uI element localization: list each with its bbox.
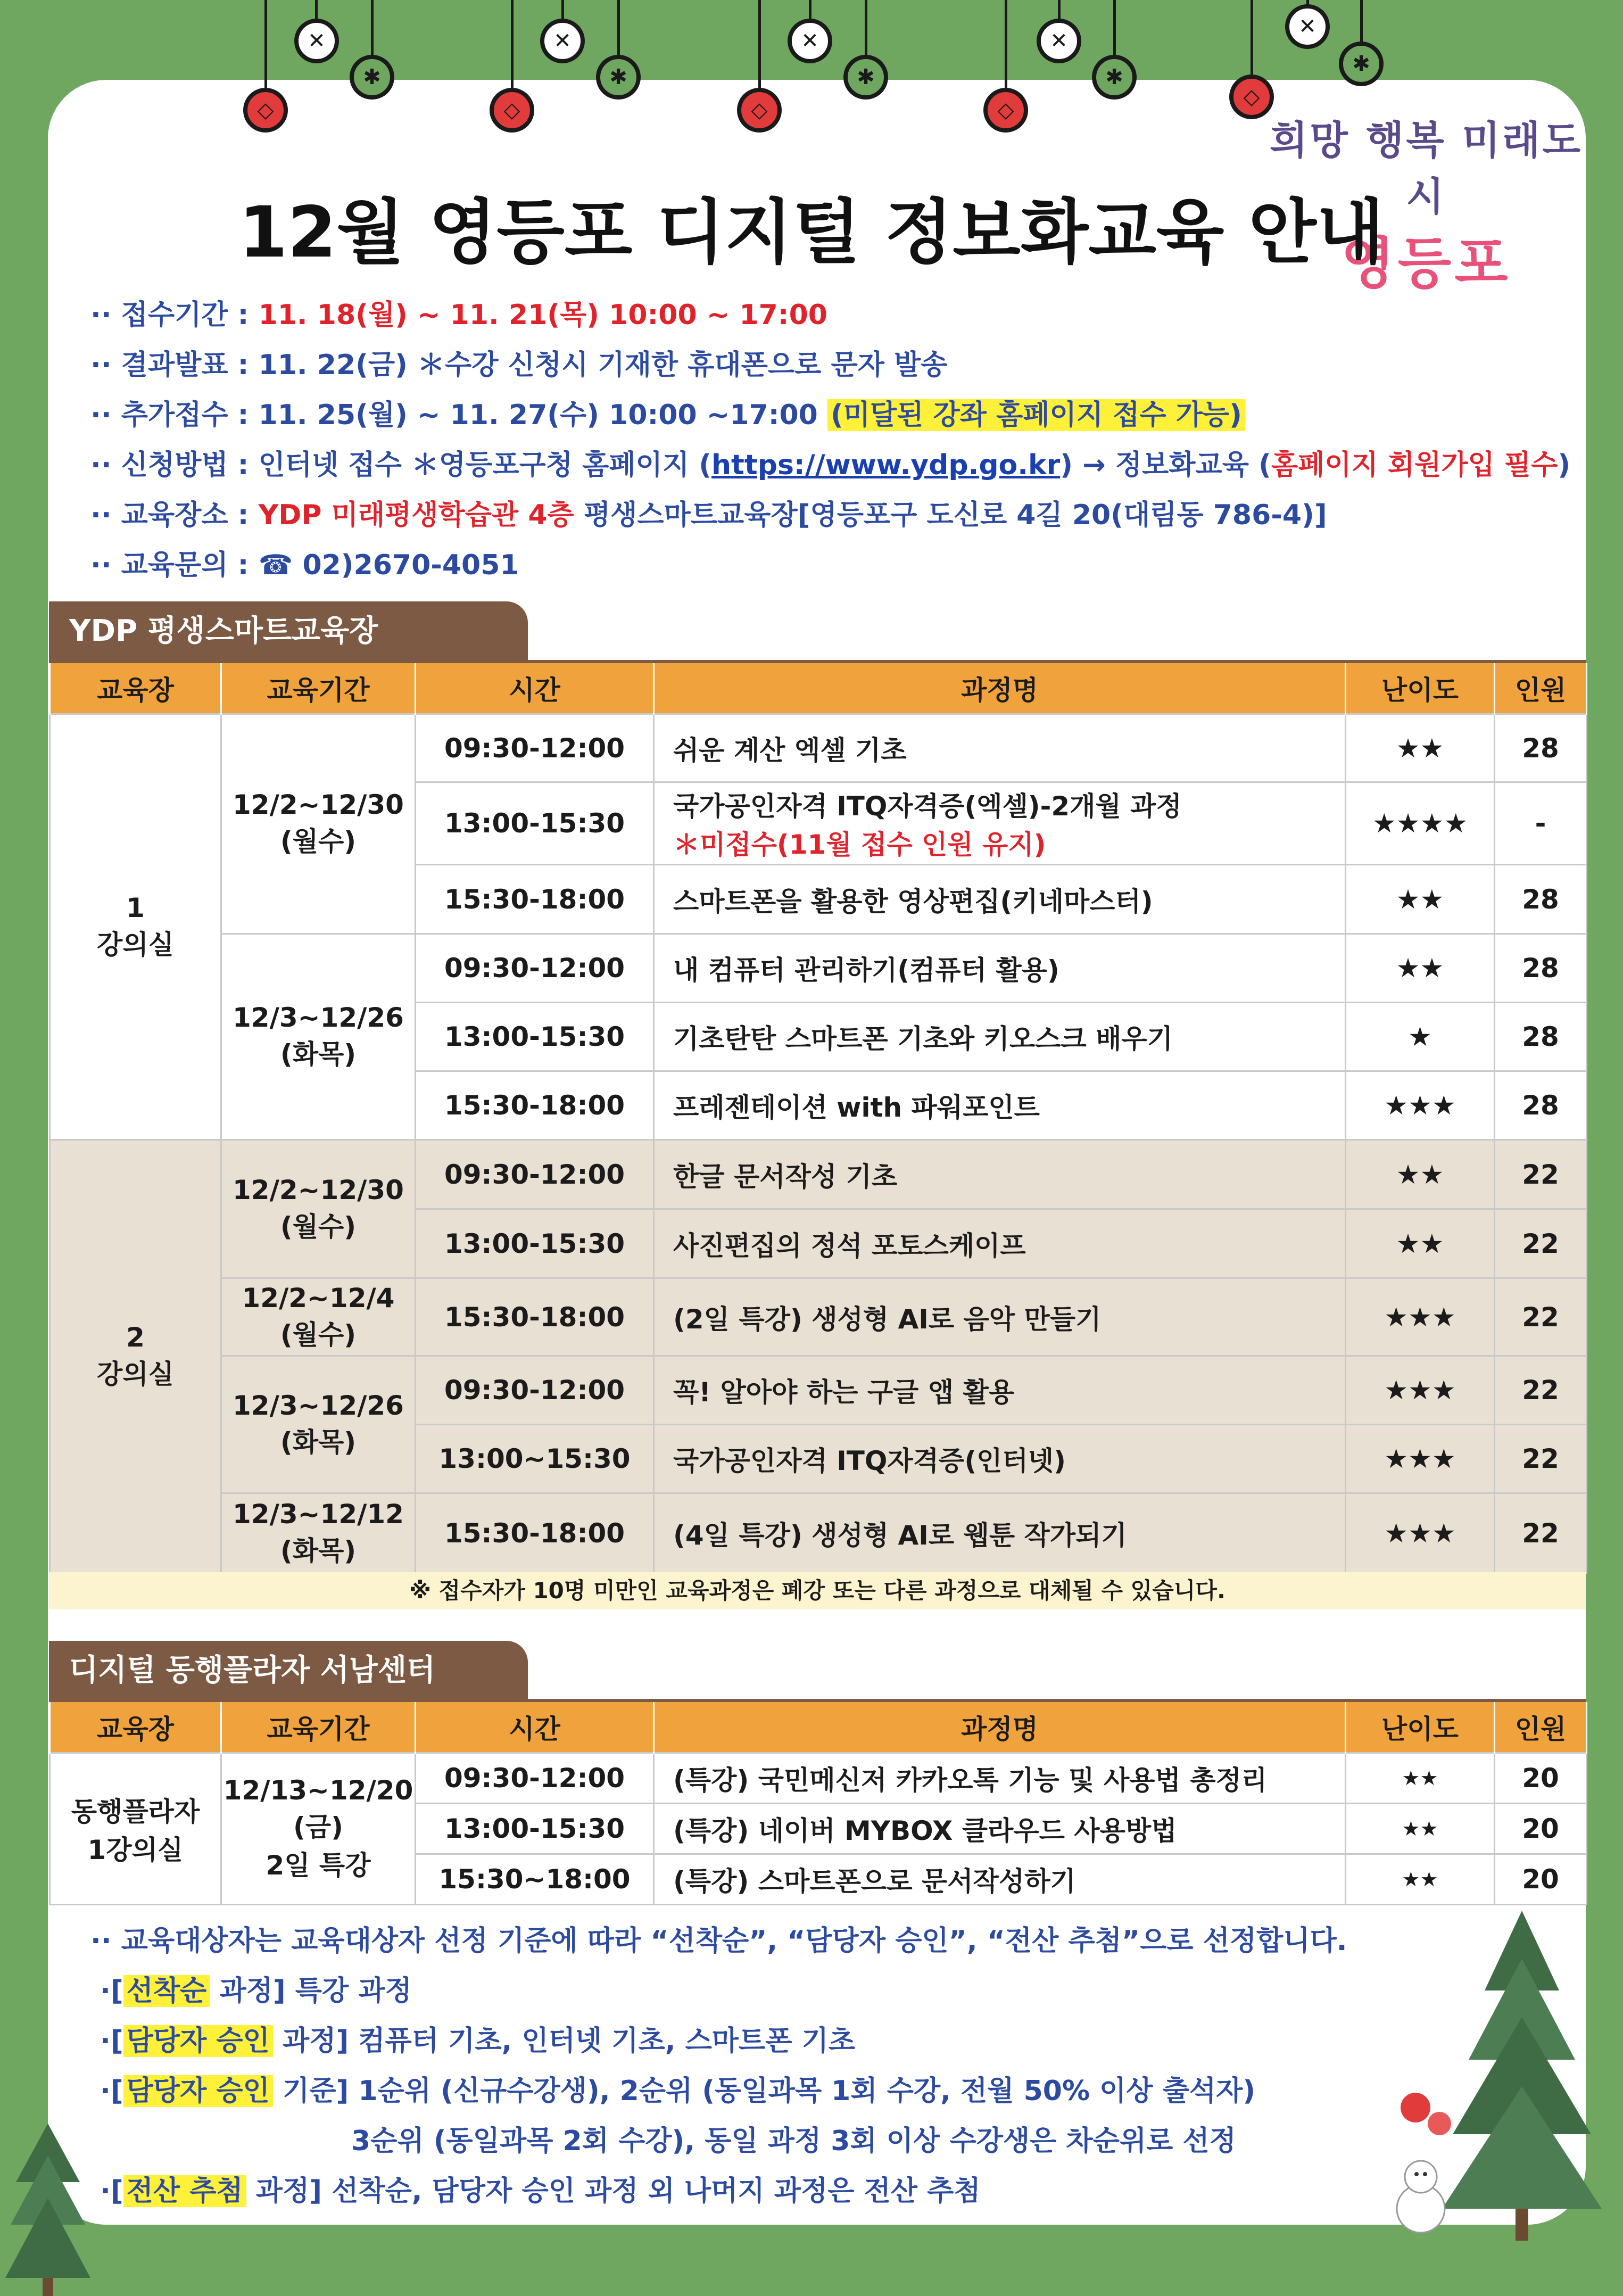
table-row — [50, 1278, 1587, 1356]
count-cell: 20 — [1495, 1854, 1587, 1905]
logo-name: 영등포 — [1341, 231, 1511, 296]
time-cell: 09:30-12:00 — [416, 714, 654, 782]
header-time: 시간 — [416, 663, 654, 714]
ornament-icon: ✱ — [350, 55, 394, 100]
count-cell: 28 — [1495, 1071, 1587, 1140]
info-list — [90, 290, 1570, 590]
level-cell: ★★★ — [1346, 1493, 1495, 1573]
info-row-extra: ·· 추가접수 : 11. 25(월) ~ 11. 27(수) 10:00 ~17:00 (미달된 강좌 홈페이지 접수 가능) — [90, 390, 1570, 440]
time-cell: 13:00-15:30 — [416, 1209, 654, 1278]
info-row-method: ·· 신청방법 : 인터넷 접수 ＊영등포구청 홈페이지 (https://www.ydp.go.kr) → 정보화교육 (홈페이지 회원가입 필수) — [90, 449, 1571, 481]
count-cell: 20 — [1495, 1753, 1587, 1804]
level-cell: ★★★★ — [1346, 782, 1495, 865]
header-count: 인원 — [1495, 1702, 1587, 1753]
count-cell: 28 — [1495, 714, 1587, 782]
course-cell: 내 컴퓨터 관리하기(컴퓨터 활용) — [654, 934, 1346, 1003]
header-count: 인원 — [1495, 663, 1587, 714]
closure-note: ※ 접수자가 10명 미만인 교육과정은 폐강 또는 다른 과정으로 대체될 수 있습니다. — [49, 1572, 1586, 1609]
time-cell: 09:30-12:00 — [416, 934, 654, 1003]
ornament-icon: ◇ — [1229, 75, 1274, 119]
header-level: 난이도 — [1346, 663, 1495, 714]
level-cell: ★★ — [1346, 1209, 1495, 1278]
count-cell: 20 — [1495, 1804, 1587, 1854]
count-cell: 22 — [1495, 1425, 1587, 1493]
selection-criteria — [90, 1916, 1347, 2216]
ornament-icon: ✱ — [1339, 42, 1384, 86]
header-time: 시간 — [416, 1702, 654, 1753]
level-cell: ★★ — [1346, 1753, 1495, 1804]
table-header-row — [50, 663, 1587, 714]
course-cell: 국가공인자격 ITQ자격증(인터넷) — [654, 1425, 1346, 1493]
count-cell: 22 — [1495, 1493, 1587, 1573]
header-course: 과정명 — [654, 663, 1346, 714]
level-cell: ★★★ — [1346, 1071, 1495, 1140]
table-row — [50, 714, 1587, 782]
course-cell: 기초탄탄 스마트폰 기초와 키오스크 배우기 — [654, 1003, 1346, 1071]
count-cell: 22 — [1495, 1278, 1587, 1356]
ornament-icon: ✱ — [843, 55, 888, 100]
level-cell: ★★ — [1346, 714, 1495, 782]
period-cell: 12/13~12/20 (금) 2일 특강 — [221, 1753, 416, 1905]
period-cell: 12/3~12/12 (화목) — [221, 1493, 416, 1573]
count-cell: 28 — [1495, 934, 1587, 1003]
room-cell: 2 강의실 — [50, 1140, 221, 1573]
course-cell: 국가공인자격 ITQ자격증(엑셀)-2개월 과정 ＊미접수(11월 접수 인원 유지) — [654, 782, 1346, 865]
period-cell: 12/2~12/4 (월수) — [221, 1278, 416, 1356]
page-title: 12월 영등포 디지털 정보화교육 안내 — [238, 192, 1385, 274]
course-cell: (특강) 국민메신저 카카오톡 기능 및 사용법 총정리 — [654, 1753, 1346, 1804]
header-room: 교육장 — [50, 1702, 221, 1753]
logo-slogan: 희망 행복 미래도시 — [1270, 118, 1583, 220]
period-cell: 12/3~12/26 (화목) — [221, 1356, 416, 1493]
info-row-result: ·· 결과발표 : 11. 22(금) ＊수강 신청시 기재한 휴대폰으로 문자 발송 — [90, 349, 948, 381]
count-cell: 28 — [1495, 865, 1587, 934]
table-row — [50, 1753, 1587, 1804]
info-row-contact: ·· 교육문의 : ☎ 02)2670-4051 — [90, 549, 519, 581]
criteria-intro: ·· 교육대상자는 교육대상자 선정 기준에 따라 “선착순”, “담당자 승인”, “전산 추첨”으로 선정합니다. — [90, 1925, 1347, 1957]
time-cell: 15:30-18:00 — [416, 1493, 654, 1573]
header-level: 난이도 — [1346, 1702, 1495, 1753]
homepage-link[interactable]: https://www.ydp.go.kr — [711, 449, 1061, 481]
criteria-continuation: 3순위 (동일과목 2회 수강), 동일 과정 3회 이상 수강생은 차순위로 선정 — [351, 2125, 1236, 2157]
christmas-tree-icon — [5, 2118, 90, 2296]
criteria-item: ·[ 담당자 승인 과정] 컴퓨터 기초, 인터넷 기초, 스마트폰 기초 — [90, 2025, 856, 2057]
course-cell: (특강) 스마트폰으로 문서작성하기 — [654, 1854, 1346, 1905]
criteria-item: ·[ 전산 추첨 과정] 선착순, 담당자 승인 과정 외 나머지 과정은 전산 추첨 — [90, 2175, 981, 2207]
count-cell: - — [1495, 782, 1587, 865]
criteria-item: ·[ 담당자 승인 기준] 1순위 (신규수강생), 2순위 (동일과목 1회 수강, 전월 50% 이상 출석자) — [90, 2075, 1256, 2107]
level-cell: ★★★ — [1346, 1425, 1495, 1493]
course-cell: (특강) 네이버 MYBOX 클라우드 사용방법 — [654, 1804, 1346, 1854]
course-cell: 프레젠테이션 with 파워포인트 — [654, 1071, 1346, 1140]
level-cell: ★ — [1346, 1003, 1495, 1071]
info-row-period: ·· 접수기간 : 11. 18(월) ~ 11. 21(목) 10:00 ~ 17:00 — [90, 299, 827, 331]
table-row — [50, 934, 1587, 1003]
ornament-icon: ✕ — [1037, 19, 1081, 63]
section-tab-ydp: YDP 평생스마트교육장 — [49, 601, 528, 661]
ornament-icon: ✱ — [1092, 55, 1137, 100]
ornament-icon: ✕ — [294, 19, 339, 63]
header-room: 교육장 — [50, 663, 221, 714]
room-cell: 1 강의실 — [50, 714, 221, 1140]
ornament-icon: ✕ — [1285, 4, 1330, 49]
criteria-item: ·[ 선착순 과정] 특강 과정 — [90, 1975, 412, 2007]
course-cell: (4일 특강) 생성형 AI로 웹툰 작가되기 — [654, 1493, 1346, 1573]
ornament-icon: ✱ — [596, 55, 641, 100]
time-cell: 09:30-12:00 — [416, 1753, 654, 1804]
section-tab-plaza: 디지털 동행플라자 서남센터 — [49, 1641, 528, 1700]
info-row-place: ·· 교육장소 : YDP 미래평생학습관 4층 평생스마트교육장[영등포구 도신로 4길 20(대림동 786-4)] — [90, 499, 1327, 531]
course-cell: 사진편집의 정석 포토스케이프 — [654, 1209, 1346, 1278]
table-row — [50, 1140, 1587, 1209]
level-cell: ★★★ — [1346, 1278, 1495, 1356]
course-cell: 스마트폰을 활용한 영상편집(키네마스터) — [654, 865, 1346, 934]
period-cell: 12/2~12/30 (월수) — [221, 714, 416, 934]
course-note: ＊미접수(11월 접수 인원 유지) — [673, 829, 1046, 860]
time-cell: 09:30-12:00 — [416, 1356, 654, 1425]
period-cell: 12/2~12/30 (월수) — [221, 1140, 416, 1278]
course-cell: 쉬운 계산 엑셀 기초 — [654, 714, 1346, 782]
schedule-table-ydp — [49, 663, 1587, 1574]
level-cell: ★★ — [1346, 934, 1495, 1003]
count-cell: 22 — [1495, 1209, 1587, 1278]
course-cell: 한글 문서작성 기초 — [654, 1140, 1346, 1209]
time-cell: 15:30-18:00 — [416, 865, 654, 934]
ornament-icon: ◇ — [737, 88, 782, 133]
level-cell: ★★★ — [1346, 1356, 1495, 1425]
time-cell: 15:30-18:00 — [416, 1071, 654, 1140]
time-cell: 13:00-15:30 — [416, 782, 654, 865]
level-cell: ★★ — [1346, 1854, 1495, 1905]
time-cell: 13:00~15:30 — [416, 1425, 654, 1493]
ornament-icon: ◇ — [243, 88, 288, 133]
time-cell: 09:30-12:00 — [416, 1140, 654, 1209]
ornament-icon: ◇ — [983, 88, 1028, 133]
table-row — [50, 1356, 1587, 1425]
time-cell: 15:30-18:00 — [416, 1278, 654, 1356]
level-cell: ★★ — [1346, 1804, 1495, 1854]
room-cell: 동행플라자 1강의실 — [50, 1753, 221, 1905]
schedule-table-plaza — [49, 1702, 1587, 1905]
count-cell: 22 — [1495, 1356, 1587, 1425]
table-header-row — [50, 1702, 1587, 1753]
time-cell: 15:30~18:00 — [416, 1854, 654, 1905]
level-cell: ★★ — [1346, 865, 1495, 934]
time-cell: 13:00-15:30 — [416, 1003, 654, 1071]
count-cell: 22 — [1495, 1140, 1587, 1209]
header-period: 교육기간 — [221, 663, 416, 714]
count-cell: 28 — [1495, 1003, 1587, 1071]
ornament-icon: ✕ — [788, 19, 832, 63]
time-cell: 13:00-15:30 — [416, 1804, 654, 1854]
christmas-tree-icon — [1384, 1911, 1607, 2257]
header-period: 교육기간 — [221, 1702, 416, 1753]
ornament-icon: ✕ — [540, 19, 585, 63]
course-cell: (2일 특강) 생성형 AI로 음악 만들기 — [654, 1278, 1346, 1356]
table-row — [50, 1493, 1587, 1573]
course-cell: 꼭! 알아야 하는 구글 앱 활용 — [654, 1356, 1346, 1425]
ornament-icon: ◇ — [490, 88, 534, 133]
header-course: 과정명 — [654, 1702, 1346, 1753]
period-cell: 12/3~12/26 (화목) — [221, 934, 416, 1140]
level-cell: ★★ — [1346, 1140, 1495, 1209]
